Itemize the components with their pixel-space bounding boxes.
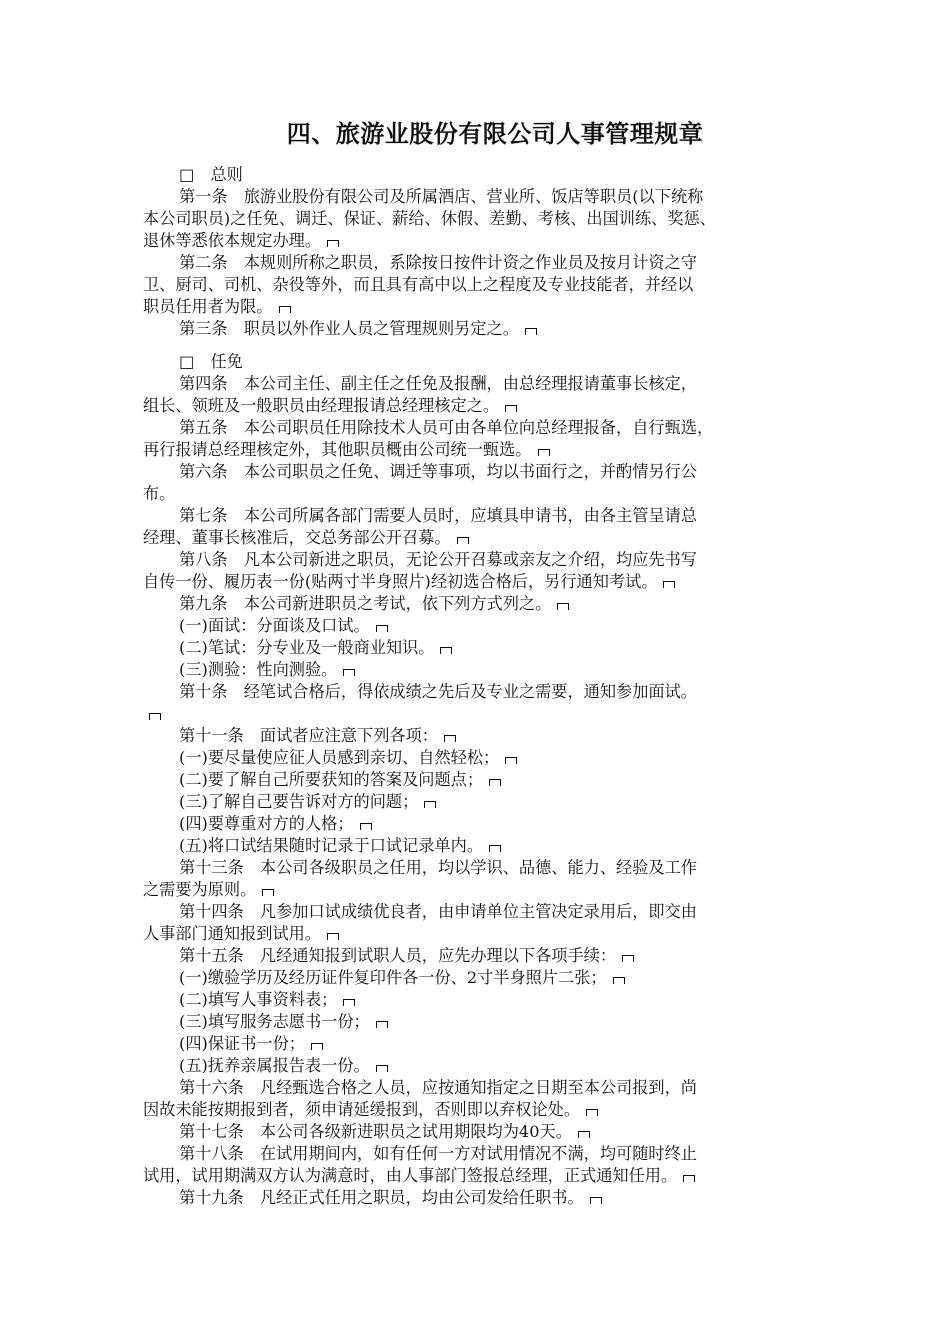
text-line — [143, 615, 815, 637]
text-line — [143, 637, 815, 659]
line-text: 第五条 本公司职员任用除技术人员可由各单位向总经理报备，自行甄选， — [179, 418, 714, 437]
line-text: (五)将口试结果随时记录于口试记录单内。 — [179, 836, 484, 855]
text-line — [143, 1187, 815, 1209]
paragraph-mark-icon — [440, 647, 452, 654]
line-text: 第十四条 凡参加口试成绩优良者，由申请单位主管决定录用后，即交由 — [179, 902, 697, 921]
text-line — [143, 1033, 815, 1055]
paragraph-mark-icon — [683, 1175, 695, 1182]
line-text: 第十八条 在试用期间内，如有任何一方对试用情况不满，均可随时终止 — [179, 1144, 697, 1163]
line-text: 之需要为原则。 — [143, 880, 257, 899]
paragraph-mark-icon — [557, 603, 569, 610]
text-line — [143, 1165, 815, 1187]
line-text: 人事部门通知报到试用。 — [143, 924, 322, 943]
text-line — [143, 813, 815, 835]
paragraph-mark-icon — [613, 977, 625, 984]
text-line — [143, 1099, 815, 1121]
text-line — [143, 835, 815, 857]
line-text: 第八条 凡本公司新进之职员，无论公开召募或亲友之介绍，均应先书写 — [179, 550, 697, 569]
text-line — [143, 593, 815, 615]
paragraph-mark-icon — [578, 1131, 590, 1138]
text-line — [143, 373, 815, 395]
text-line — [143, 879, 815, 901]
line-text: (一)缴验学历及经历证件复印件各一份、2寸半身照片二张； — [179, 968, 607, 987]
line-text: 因故未能按期报到者，须申请延缓报到，否则即以弃权论处。 — [143, 1100, 581, 1119]
text-line — [143, 505, 815, 527]
line-text: □ 总则 — [179, 165, 243, 184]
text-line — [143, 571, 815, 593]
line-text: 第二条 本规则所称之职员，系除按日按件计资之作业员及按月计资之守 — [179, 253, 697, 272]
text-line — [143, 857, 815, 879]
paragraph-mark-icon — [424, 801, 436, 808]
text-line — [143, 681, 815, 703]
paragraph-mark-icon — [327, 240, 339, 247]
line-text: 本公司职员)之任免、调迁、保证、薪给、休假、差勤、考核、出国训练、奖惩、 — [143, 209, 716, 228]
text-line — [143, 252, 815, 274]
paragraph-mark-icon — [525, 328, 537, 335]
line-text: (四)保证书一份； — [179, 1034, 305, 1053]
line-text: 第十条 经笔试合格后，得依成绩之先后及专业之需要，通知参加面试。 — [179, 682, 697, 701]
paragraph-mark-icon — [489, 845, 501, 852]
line-text: 自传一份、履历表一份(贴两寸半身照片)经初选合格后，另行通知考试。 — [143, 572, 658, 591]
line-text: 卫、厨司、司机、杂役等外，而且具有高中以上之程度及专业技能者，并经以 — [143, 275, 694, 294]
line-text: 第十九条 凡经正式任用之职员，均由公司发给任职书。 — [179, 1188, 584, 1207]
paragraph-mark-icon — [663, 581, 675, 588]
text-line — [143, 164, 815, 186]
line-text: 试用，试用期满双方认为满意时，由人事部门签报总经理，正式通知任用。 — [143, 1166, 678, 1185]
line-text: (三)了解自己要告诉对方的问题； — [179, 792, 419, 811]
text-line — [143, 967, 815, 989]
paragraph-mark-icon — [279, 306, 291, 313]
text-line — [143, 395, 815, 417]
line-text: 布。 — [143, 484, 176, 503]
paragraph-mark-icon — [444, 735, 456, 742]
paragraph-mark-icon — [457, 537, 469, 544]
line-text: □ 任免 — [179, 352, 243, 371]
line-text: (三)测验：性向测验。 — [179, 660, 338, 679]
line-text: 第七条 本公司所属各部门需要人员时，应填具申请书，由各主管呈请总 — [179, 506, 697, 525]
paragraph-mark-icon — [590, 1197, 602, 1204]
paragraph-gap — [143, 340, 815, 351]
paragraph-mark-icon — [149, 713, 161, 720]
text-line — [143, 483, 815, 505]
text-line — [143, 549, 815, 571]
line-text: 组长、领班及一般职员由经理报请总经理核定之。 — [143, 396, 500, 415]
text-line — [143, 296, 815, 318]
line-text: 第三条 职员以外作业人员之管理规则另定之。 — [179, 319, 519, 338]
line-text: (一)要尽量使应征人员感到亲切、自然轻松； — [179, 748, 500, 767]
text-line — [143, 439, 815, 461]
text-line — [143, 1121, 815, 1143]
text-line — [143, 274, 815, 296]
paragraph-mark-icon — [262, 889, 274, 896]
text-line — [143, 725, 815, 747]
paragraph-mark-icon — [376, 1065, 388, 1072]
text-line — [143, 989, 815, 1011]
text-line — [143, 769, 815, 791]
document-title: 四、旅游业股份有限公司人事管理规章 — [286, 120, 704, 148]
text-line — [143, 791, 815, 813]
line-text: 第十三条 本公司各级职员之任用，均以学识、品德、能力、经验及工作 — [179, 858, 697, 877]
paragraph-mark-icon — [489, 779, 501, 786]
text-line — [143, 1011, 815, 1033]
line-text: 第十六条 凡经甄选合格之人员，应按通知指定之日期至本公司报到，尚 — [179, 1078, 697, 1097]
text-line — [143, 659, 815, 681]
text-line — [143, 186, 815, 208]
line-text: (一)面试：分面谈及口试。 — [179, 616, 370, 635]
text-line — [143, 1055, 815, 1077]
line-text: (三)填写服务志愿书一份； — [179, 1012, 370, 1031]
line-text: 第十一条 面试者应注意下列各项： — [179, 726, 438, 745]
text-line — [143, 923, 815, 945]
paragraph-mark-icon — [327, 933, 339, 940]
text-line — [143, 230, 815, 252]
text-line — [143, 747, 815, 769]
text-line — [143, 461, 815, 483]
line-text: (二)要了解自己所要获知的答案及问题点； — [179, 770, 484, 789]
text-line — [143, 318, 815, 340]
line-text: 第四条 本公司主任、副主任之任免及报酬，由总经理报请董事长核定， — [179, 374, 697, 393]
text-line — [143, 1143, 815, 1165]
paragraph-mark-icon — [586, 1109, 598, 1116]
paragraph-mark-icon — [505, 405, 517, 412]
paragraph-mark-icon — [360, 823, 372, 830]
line-text: 再行报请总经理核定外，其他职员概由公司统一甄选。 — [143, 440, 532, 459]
line-text: 第一条 旅游业股份有限公司及所属酒店、营业所、饭店等职员(以下统称 — [179, 187, 704, 206]
line-text: 第六条 本公司职员之任免、调迁等事项，均以书面行之，并酌情另行公 — [179, 462, 697, 481]
text-line — [143, 527, 815, 549]
line-text: (二)填写人事资料表； — [179, 990, 338, 1009]
line-text: 退休等悉依本规定办理。 — [143, 231, 322, 250]
text-line — [143, 703, 815, 725]
text-line — [143, 901, 815, 923]
paragraph-mark-icon — [311, 1043, 323, 1050]
line-text: 第十七条 本公司各级新进职员之试用期限均为40天。 — [179, 1122, 572, 1141]
line-text: 经理、董事长核准后，交总务部公开召募。 — [143, 528, 451, 547]
paragraph-mark-icon — [376, 625, 388, 632]
text-line — [143, 945, 815, 967]
line-text: 职员任用者为限。 — [143, 297, 273, 316]
line-text: 第九条 本公司新进职员之考试，依下列方式列之。 — [179, 594, 552, 613]
line-text: 第十五条 凡经通知报到试职人员，应先办理以下各项手续： — [179, 946, 617, 965]
text-line — [143, 1077, 815, 1099]
paragraph-mark-icon — [505, 757, 517, 764]
paragraph-mark-icon — [343, 669, 355, 676]
line-text: (五)抚养亲属报告表一份。 — [179, 1056, 370, 1075]
document-body — [143, 164, 815, 1209]
paragraph-mark-icon — [376, 1021, 388, 1028]
paragraph-mark-icon — [622, 955, 634, 962]
text-line — [143, 351, 815, 373]
line-text: (四)要尊重对方的人格； — [179, 814, 354, 833]
text-line — [143, 208, 815, 230]
paragraph-mark-icon — [343, 999, 355, 1006]
line-text: (二)笔试：分专业及一般商业知识。 — [179, 638, 435, 657]
text-line — [143, 417, 815, 439]
paragraph-mark-icon — [538, 449, 550, 456]
